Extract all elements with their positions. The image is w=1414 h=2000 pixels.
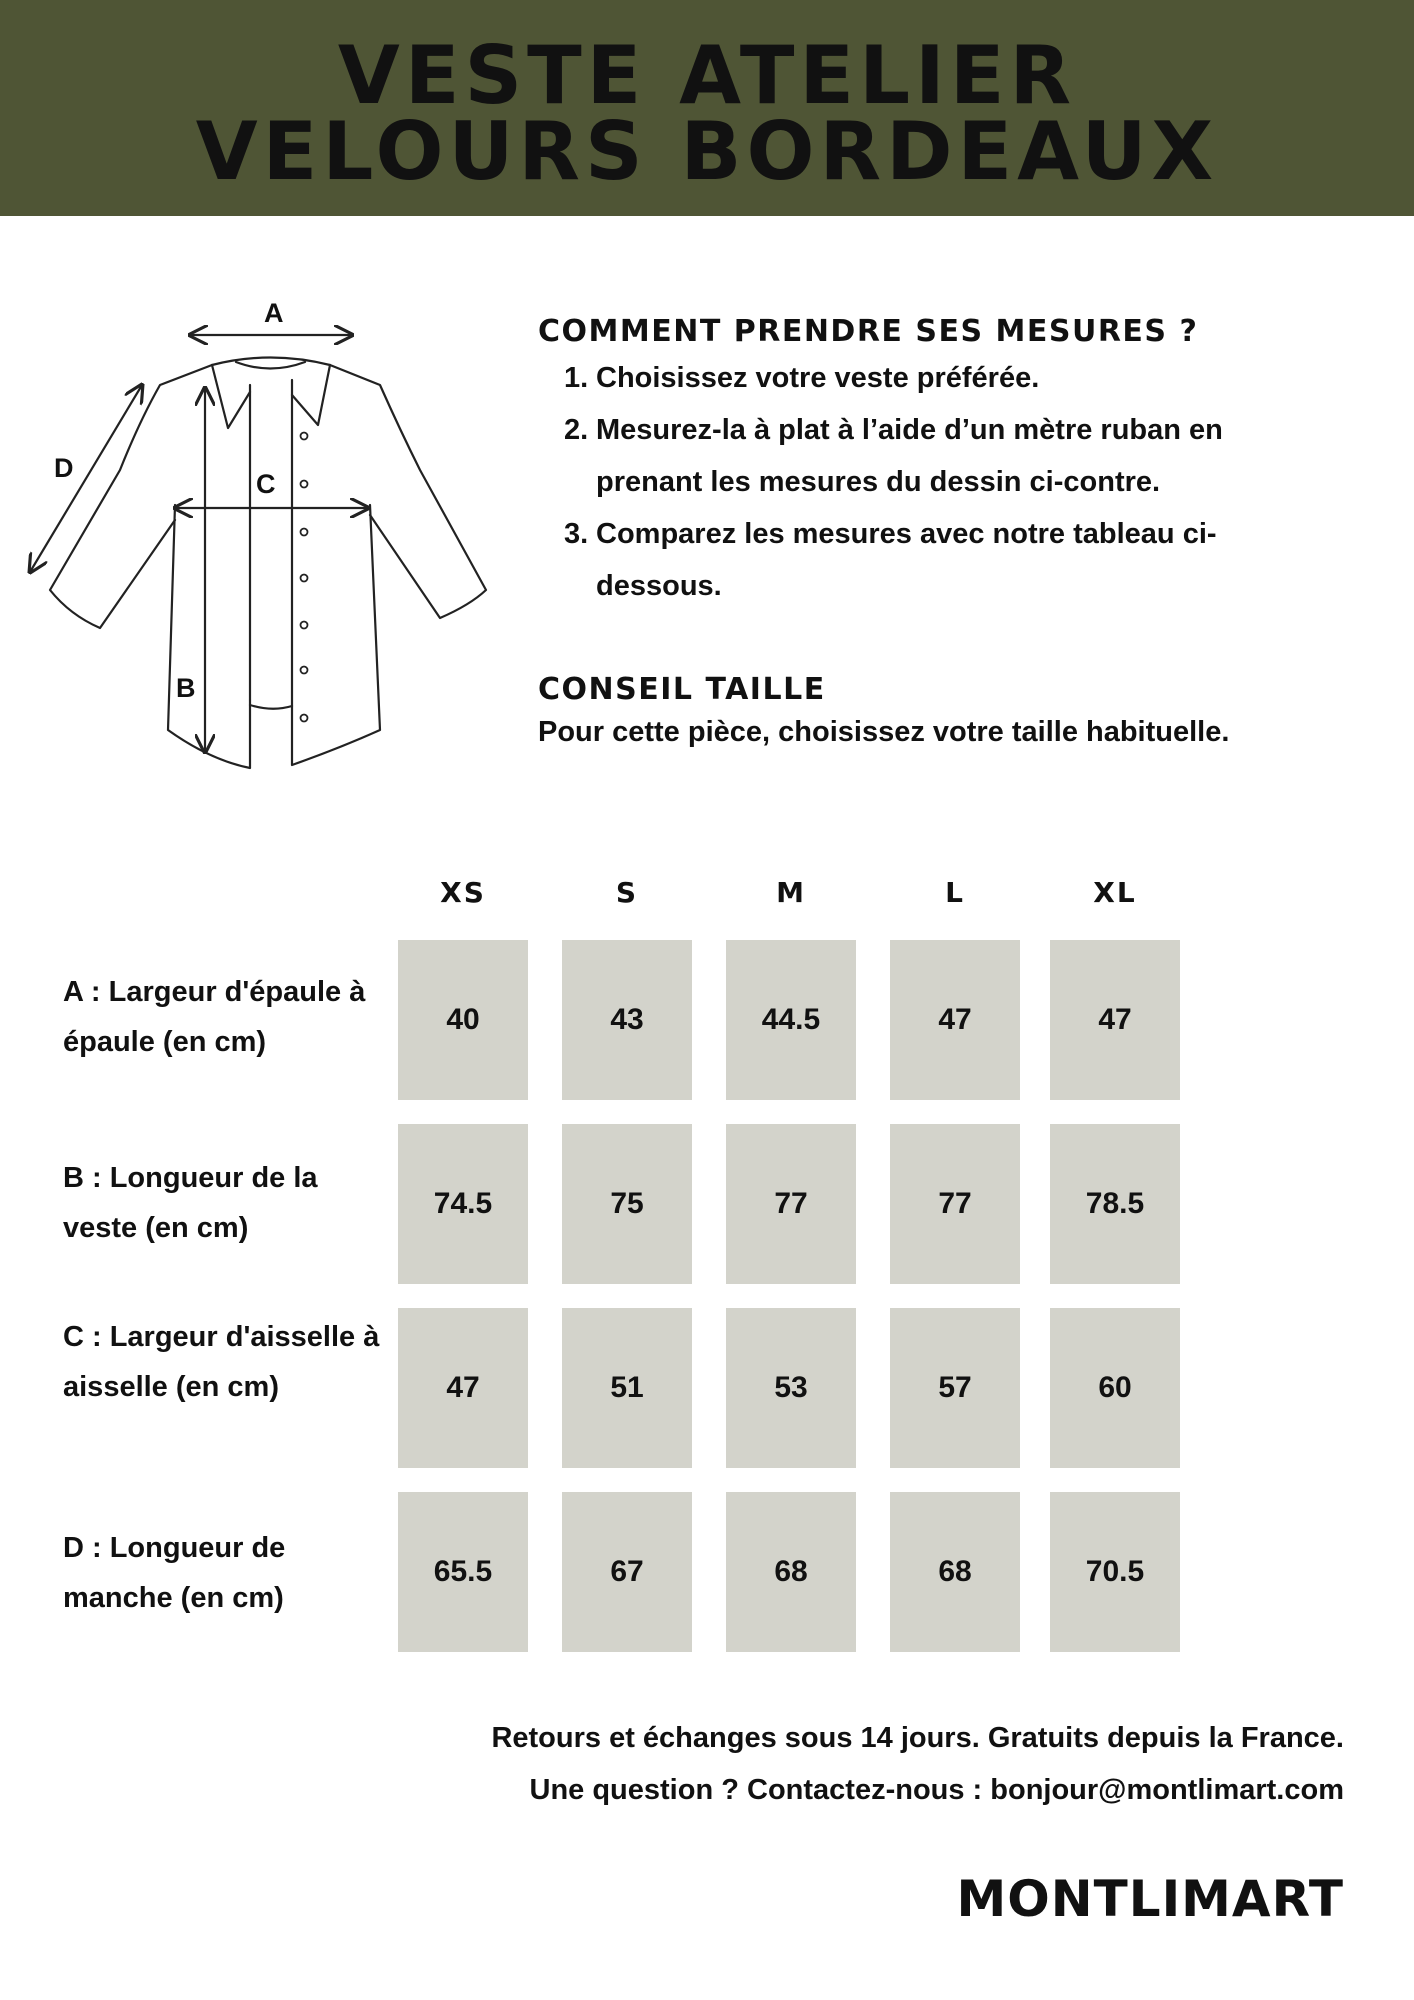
table-cell: 60 (1050, 1308, 1180, 1468)
table-cell: 53 (726, 1308, 856, 1468)
step-text: Mesurez-la à plat à l’aide d’un mètre ruban en prenant les mesures du dessin ci-contre. (596, 414, 1223, 498)
size-header-xl: XL (1093, 876, 1137, 909)
table-cell: 77 (726, 1124, 856, 1284)
arrow-d (30, 385, 142, 572)
row-label-a: A : Largeur d'épaule à épaule (en cm) (63, 976, 366, 1058)
diagram-label-c: C (256, 469, 276, 499)
table-cell: 67 (562, 1492, 692, 1652)
step-number: 1. (564, 362, 589, 394)
returns-notice: Retours et échanges sous 14 jours. Gratuits depuis la France. (491, 1722, 1344, 1754)
table-cell: 47 (890, 940, 1020, 1100)
product-title-line1: VESTE ATELIER (337, 29, 1077, 122)
table-cell: 47 (398, 1308, 528, 1468)
table-cell: 47 (1050, 940, 1180, 1100)
size-header-l: L (945, 876, 965, 909)
size-header-xs: XS (440, 876, 486, 909)
measure-step (564, 352, 1324, 404)
table-cell: 75 (562, 1124, 692, 1284)
measure-steps (564, 352, 1324, 612)
step-text: Choisissez votre veste préférée. (596, 362, 1040, 394)
measurement-arrows (30, 335, 368, 752)
jacket-buttons (301, 433, 308, 722)
jacket-measurement-diagram (14, 288, 504, 778)
size-advice-heading: CONSEIL TAILLE (538, 672, 826, 707)
size-header-s: S (615, 876, 639, 909)
diagram-label-a: A (264, 298, 284, 328)
contact-line: Une question ? Contactez-nous : bonjour@montlimart.com (529, 1774, 1344, 1806)
measure-step (564, 404, 1324, 508)
table-cell: 57 (890, 1308, 1020, 1468)
table-cell: 68 (726, 1492, 856, 1652)
size-advice-text: Pour cette pièce, choisissez votre taille habituelle. (538, 716, 1230, 748)
table-cell: 68 (890, 1492, 1020, 1652)
brand-logo: MONTLIMART (956, 1870, 1344, 1928)
measure-step (564, 508, 1324, 612)
table-cell: 70.5 (1050, 1492, 1180, 1652)
step-text: Comparez les mesures avec notre tableau ci-dessous. (596, 518, 1217, 602)
step-number: 3. (564, 518, 589, 550)
table-cell: 43 (562, 940, 692, 1100)
table-cell: 74.5 (398, 1124, 528, 1284)
row-label-c: C : Largeur d'aisselle à aisselle (en cm) (63, 1321, 380, 1403)
table-cell: 44.5 (726, 940, 856, 1100)
measure-heading: COMMENT PRENDRE SES MESURES ? (538, 314, 1199, 349)
size-header-m: M (776, 876, 806, 909)
table-cell: 65.5 (398, 1492, 528, 1652)
table-cell: 40 (398, 940, 528, 1100)
jacket-outline (50, 358, 486, 769)
row-label-d: D : Longueur de manche (en cm) (63, 1532, 286, 1614)
row-label-b: B : Longueur de la veste (en cm) (63, 1162, 318, 1244)
diagram-label-d: D (54, 453, 74, 483)
step-number: 2. (564, 414, 589, 446)
diagram-label-b: B (176, 673, 196, 703)
product-title-line2: VELOURS BORDEAUX (195, 105, 1219, 198)
table-cell: 51 (562, 1308, 692, 1468)
table-cell: 78.5 (1050, 1124, 1180, 1284)
table-cell: 77 (890, 1124, 1020, 1284)
